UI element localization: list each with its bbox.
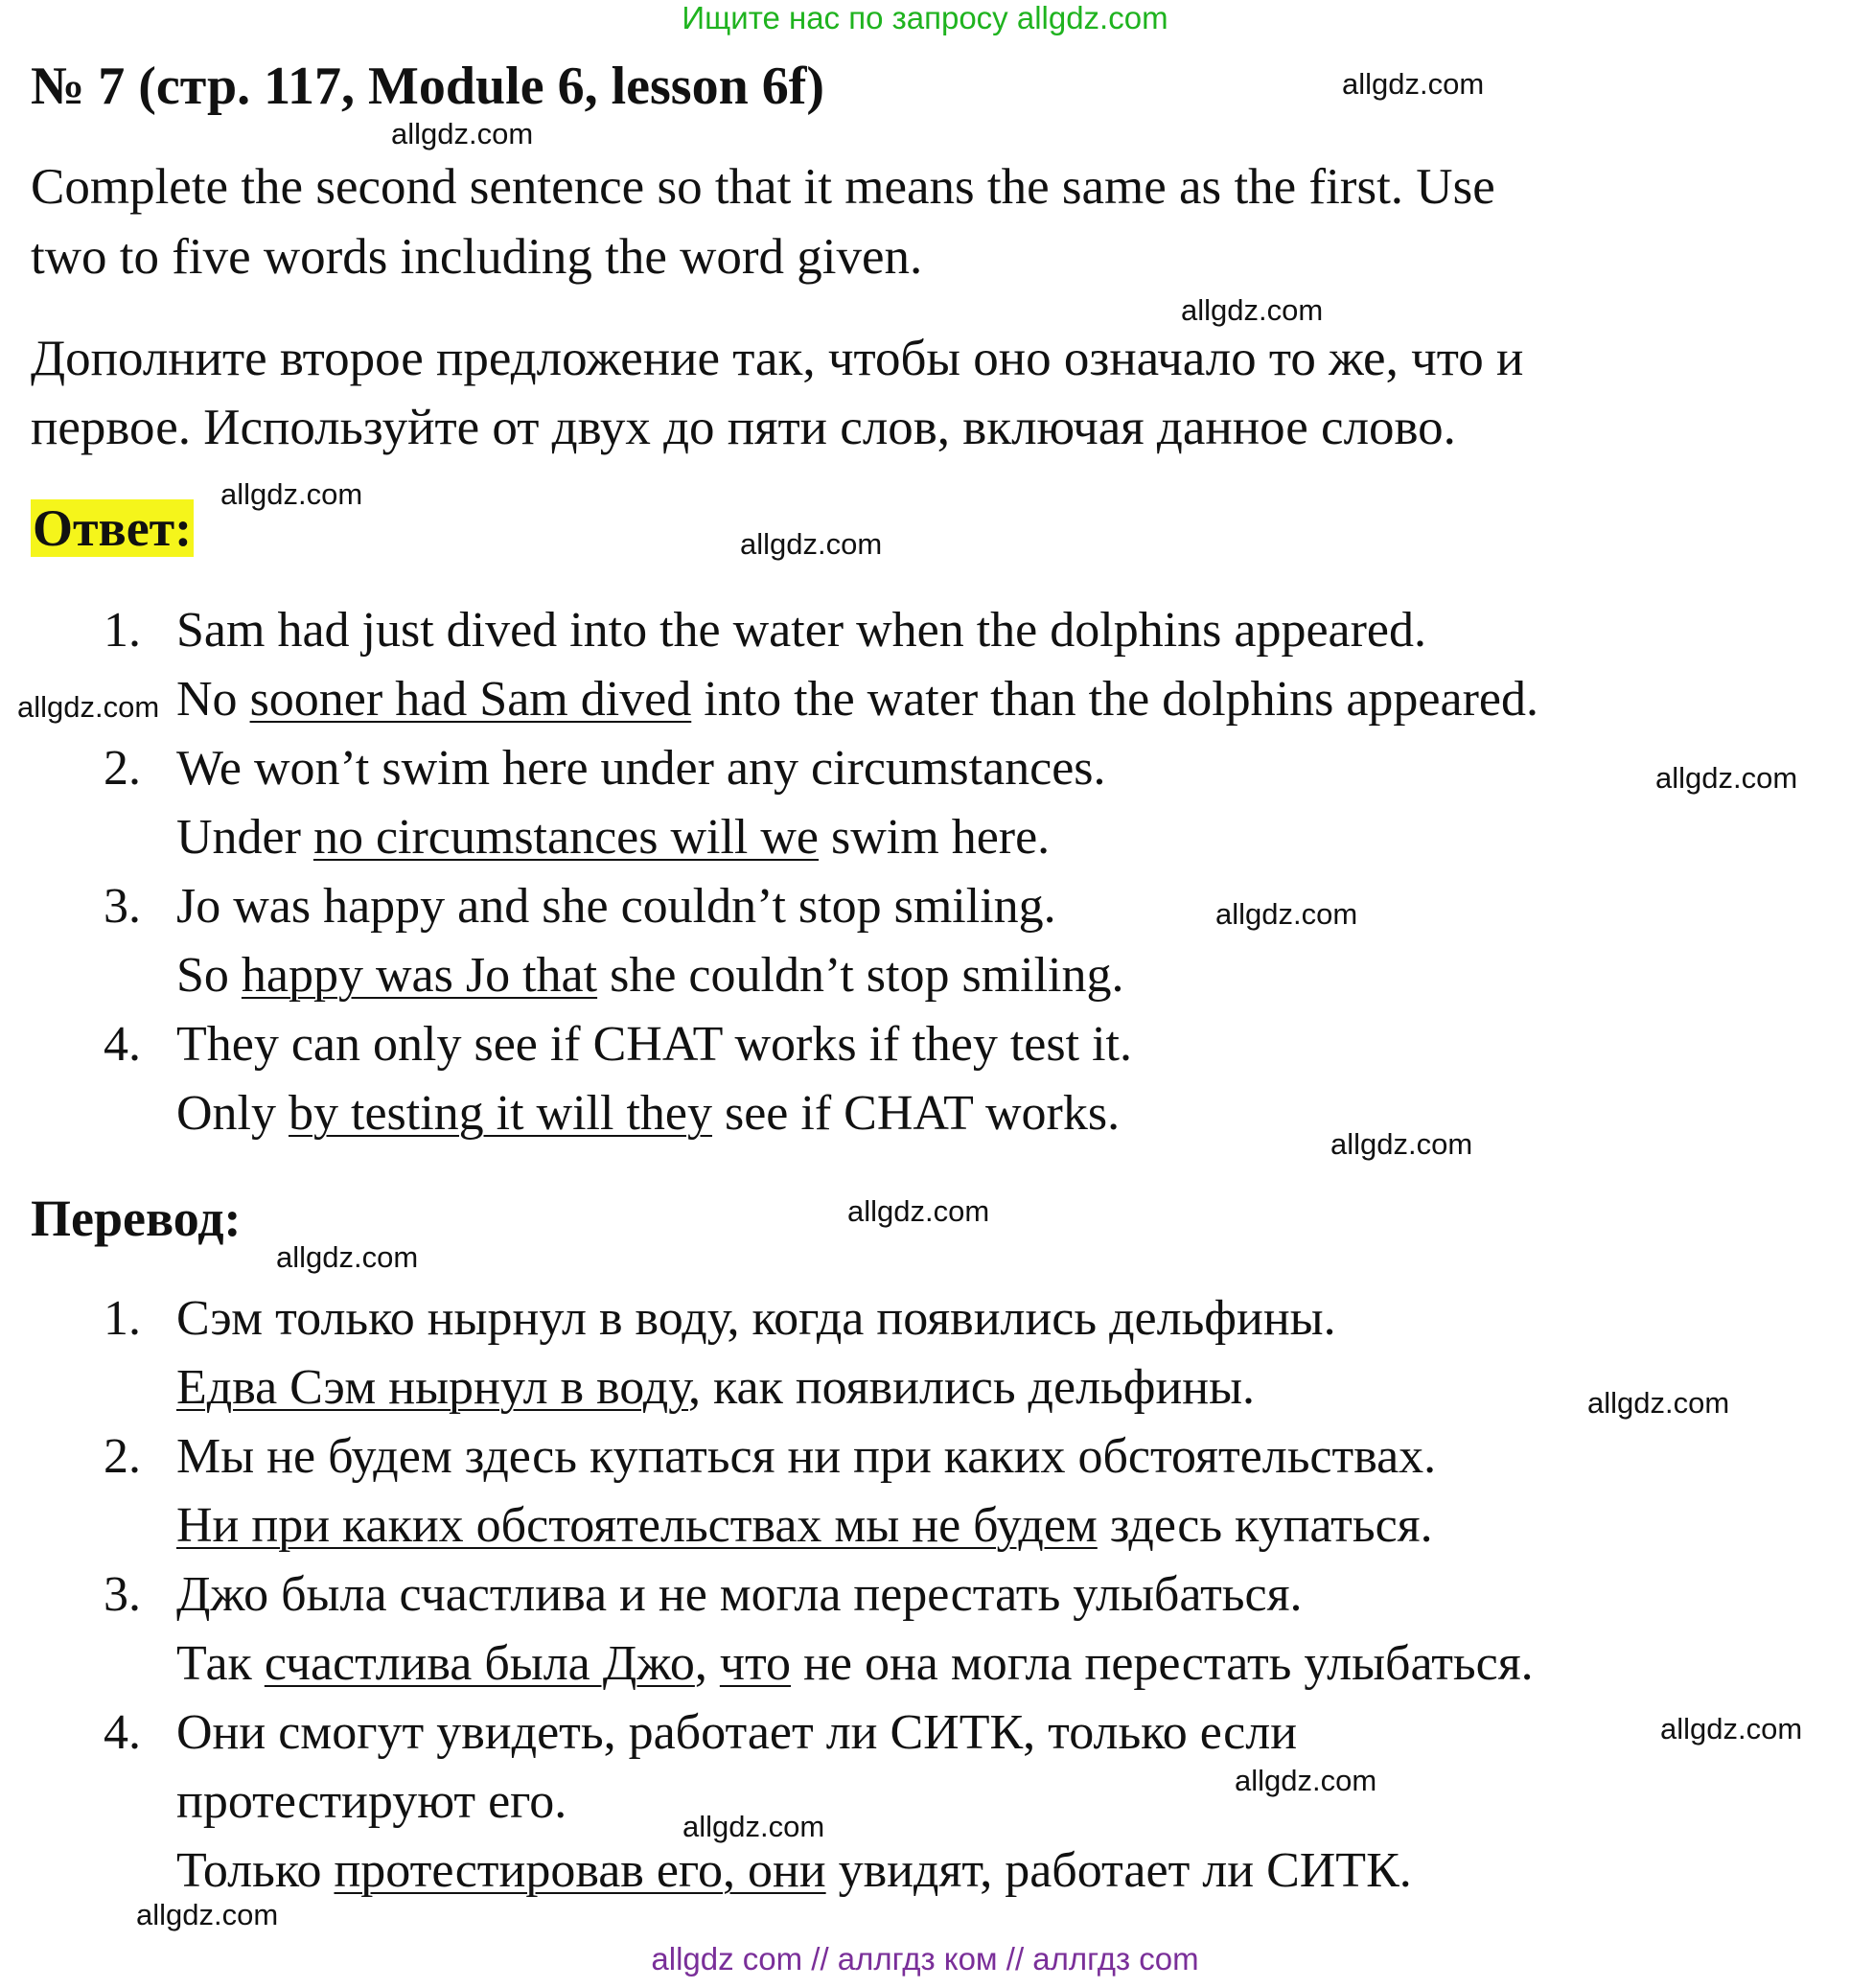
answer-number: 2. <box>104 741 141 796</box>
watermark: allgdz.com <box>276 1240 419 1274</box>
translation-4-underlined: протестировав его, они <box>334 1843 826 1898</box>
translation-1-rewrite <box>176 1359 1255 1416</box>
translation-number: 2. <box>104 1429 141 1484</box>
answer-2-original: We won’t swim here under any circumstances. <box>176 741 1106 796</box>
watermark: allgdz.com <box>391 117 534 150</box>
watermark: allgdz.com <box>1587 1386 1730 1420</box>
answer-number: 4. <box>104 1017 141 1072</box>
answer-3-gap-fill: happy was Jo that <box>241 948 598 1003</box>
answer-2-rewrite <box>176 809 1050 866</box>
top-banner-link[interactable]: Ищите нас по запросу allgdz.com <box>682 0 1168 35</box>
watermark: allgdz.com <box>1342 67 1485 101</box>
answer-1-rewrite-post: into the water than the dolphins appeared. <box>691 672 1538 727</box>
answer-3-rewrite-pre: So <box>176 948 242 1003</box>
translation-1-original: Сэм только нырнул в воду, когда появились дельфины. <box>176 1291 1336 1346</box>
answer-3-rewrite-post: she couldn’t stop smiling. <box>597 948 1124 1003</box>
translation-3-rewrite-post: не она могла перестать улыбаться. <box>791 1636 1534 1691</box>
watermark: allgdz.com <box>740 527 883 561</box>
answer-number: 3. <box>104 879 141 934</box>
answer-3-rewrite <box>176 947 1123 1004</box>
translation-3-original: Джо была счастлива и не могла перестать улыбаться. <box>176 1567 1303 1622</box>
watermark: allgdz.com <box>1655 761 1798 795</box>
instruction-en-line1: Complete the second sentence so that it means the same as the first. Use <box>31 159 1495 215</box>
watermark: allgdz.com <box>682 1810 825 1843</box>
instruction-ru-line1: Дополните второе предложение так, чтобы оно означало то же, что и <box>31 331 1524 386</box>
translation-4-original-line2: протестируют его. <box>176 1774 567 1829</box>
translation-3-underlined-2: что <box>719 1636 792 1691</box>
answer-1-gap-fill: sooner had Sam dived <box>249 672 692 727</box>
answer-4-original: They can only see if CHAT works if they test it. <box>176 1017 1132 1072</box>
watermark: allgdz.com <box>1330 1127 1473 1161</box>
watermark: allgdz.com <box>1181 293 1324 327</box>
answer-2-rewrite-pre: Under <box>176 810 313 865</box>
answer-4-rewrite-post: see if CHAT works. <box>711 1086 1121 1141</box>
translation-2-underlined: Ни при каких обстоятельствах мы не будем <box>176 1498 1098 1553</box>
answer-3-original: Jo was happy and she couldn’t stop smiling. <box>176 879 1056 934</box>
answer-1-rewrite-pre: No <box>176 672 250 727</box>
translation-4-rewrite-post: увидят, работает ли СИТК. <box>825 1843 1412 1898</box>
watermark: allgdz.com <box>220 477 363 511</box>
answer-2-gap-fill: no circumstances will we <box>312 810 820 865</box>
answer-4-gap-fill: by testing it will they <box>289 1086 712 1141</box>
translation-1-rewrite-post: , как появились дельфины. <box>688 1360 1256 1415</box>
translation-number: 3. <box>104 1567 141 1622</box>
translation-1-underlined: Едва Сэм нырнул в воду <box>176 1360 689 1415</box>
translation-2-rewrite <box>176 1497 1433 1554</box>
bottom-banner-link[interactable]: allgdz com // аллгдз ком // аллгдз com <box>651 1941 1199 1976</box>
answer-4-rewrite <box>176 1085 1120 1142</box>
answer-heading-highlight: Ответ: <box>33 499 193 557</box>
watermark: allgdz.com <box>136 1898 279 1931</box>
translation-4-rewrite <box>176 1842 1412 1899</box>
answer-number: 1. <box>104 603 141 658</box>
translation-4-original-line1: Они смогут увидеть, работает ли СИТК, только если <box>176 1705 1298 1760</box>
answer-2-rewrite-post: swim here. <box>819 810 1051 865</box>
watermark: allgdz.com <box>1660 1712 1803 1745</box>
translation-3-rewrite <box>176 1635 1534 1692</box>
translation-3-underlined: счастлива была Джо <box>264 1636 695 1691</box>
answer-1-rewrite <box>176 671 1538 728</box>
answer-1-original: Sam had just dived into the water when the dolphins appeared. <box>176 603 1427 658</box>
translation-3-rewrite-mid: , <box>694 1636 720 1691</box>
translation-number: 4. <box>104 1705 141 1760</box>
page-title: № 7 (стр. 117, Module 6, lesson 6f) <box>31 57 825 116</box>
instruction-en-line2: two to five words including the word given. <box>31 229 923 285</box>
translation-2-original: Мы не будем здесь купаться ни при каких обстоятельствах. <box>176 1429 1437 1484</box>
watermark: allgdz.com <box>17 690 160 724</box>
translation-3-rewrite-pre: Так <box>176 1636 265 1691</box>
translation-4-rewrite-pre: Только <box>176 1843 335 1898</box>
watermark: allgdz.com <box>1215 897 1358 931</box>
watermark: allgdz.com <box>1235 1764 1377 1797</box>
translation-2-rewrite-post: здесь купаться. <box>1097 1498 1433 1553</box>
translation-number: 1. <box>104 1291 141 1346</box>
watermark: allgdz.com <box>847 1194 990 1228</box>
translation-heading: Перевод: <box>31 1190 242 1247</box>
answer-heading <box>31 498 194 558</box>
answer-4-rewrite-pre: Only <box>176 1086 289 1141</box>
instruction-ru-line2: первое. Используйте от двух до пяти слов, включая данное слово. <box>31 400 1456 455</box>
